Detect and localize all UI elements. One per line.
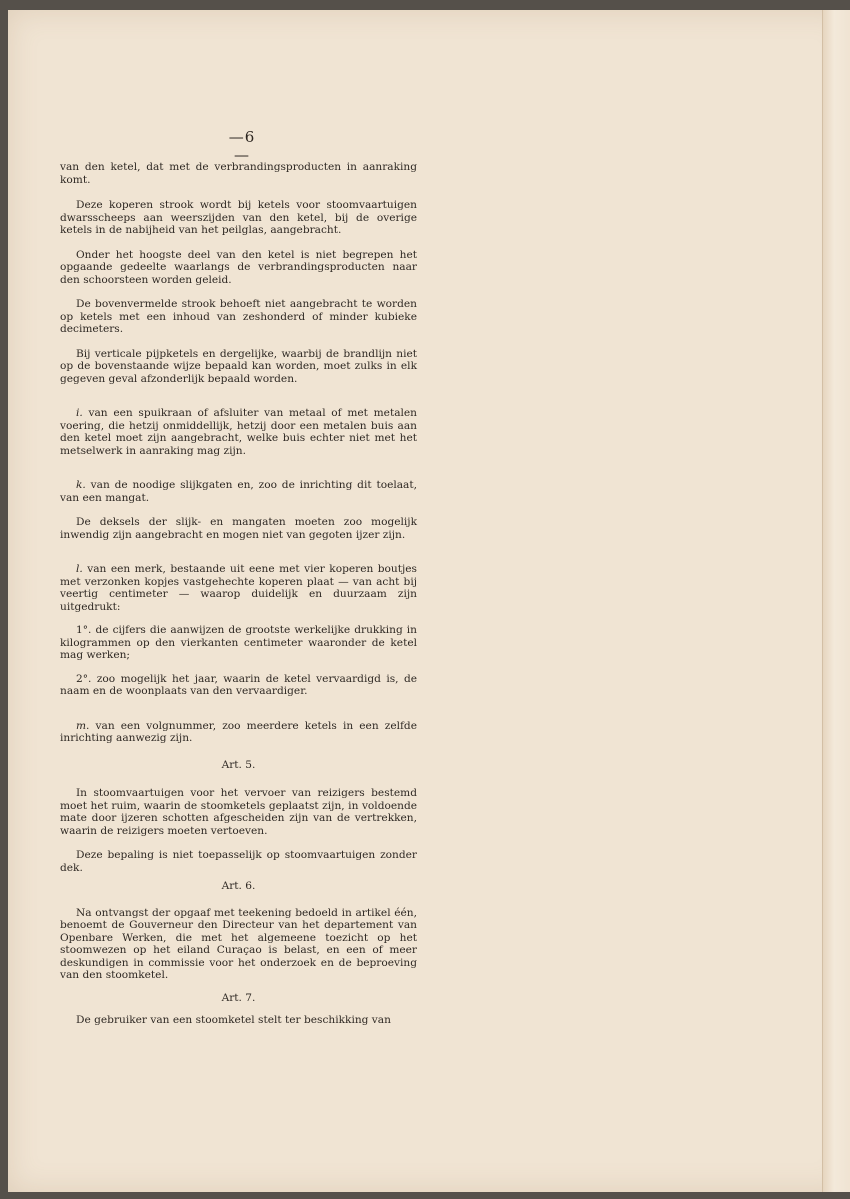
list-item-m [60, 720, 417, 745]
paragraph: Deze koperen strook wordt bij ketels voor stoomvaartuigen dwarsscheeps aan weerszijden van den ketel, bij de overige ketels in de nabijheid van het peilglas, aangebracht. [60, 199, 417, 236]
item-text: van een spuikraan of afsluiter van metaal of met metalen voering, die hetzij onmiddellijk, hetzij door een metalen buis aan den ketel moet zijn aangebracht, welke buis echter niet met het metselwerk in aanraking mag zijn. [60, 407, 417, 457]
item-text: van een merk, bestaande uit eene met vier koperen boutjes met verzonken kopjes vastgehechte koperen plaat — van acht bij veertig centimeter — waarop duidelijk en duurzaam zijn uitgedrukt: [60, 563, 417, 613]
page-fold [822, 10, 850, 1192]
list-item-k [60, 479, 417, 504]
paragraph: Bij verticale pijpketels en dergelijke, waarbij de brandlijn niet op de bovenstaande wijze bepaald kan worden, moet zulks in elk gegeven geval afzonderlijk bepaald worden. [60, 347, 417, 385]
sub-item: 1°. de cijfers die aanwijzen de grootste werkelijke drukking in kilogrammen op den vierkanten centimeter waaronder de ketel mag werken; [60, 624, 417, 661]
article-heading: Art. 6. [221, 880, 256, 892]
paragraph: In stoomvaartuigen voor het vervoer van reizigers bestemd moet het ruim, waarin de stoomketels geplaatst zijn, in voldoende mate door ijzeren schotten afgescheiden zijn van de vertrekken, waarin de reizigers moeten vertoeven. [60, 787, 417, 837]
sub-item: 2°. zoo mogelijk het jaar, waarin de ketel vervaardigd is, de naam en de woonplaats van den vervaardiger. [60, 672, 417, 697]
item-letter: m. [76, 719, 90, 732]
paragraph: De bovenvermelde strook behoeft niet aangebracht te worden op ketels met een inhoud van zeshonderd of minder kubieke decimeters. [60, 298, 417, 335]
item-letter: l. [76, 563, 83, 575]
article-heading: Art. 7. [221, 991, 256, 1004]
item-letter: k. [76, 479, 86, 491]
list-item-i [60, 407, 417, 457]
list-item-l [60, 563, 417, 613]
item-text: van de noodige slijkgaten en, zoo de inrichting dit toelaat, van een mangat. [60, 479, 417, 504]
paragraph: Onder het hoogste deel van den ketel is niet begrepen het opgaande gedeelte waarlangs de verbrandingsproducten naar den schoorsteen worden geleid. [60, 248, 417, 286]
article-heading: Art. 5. [221, 758, 256, 771]
body-text [60, 161, 417, 1027]
page-number: —6— [228, 128, 256, 164]
item-letter: i. [76, 407, 83, 419]
paragraph: Deze bepaling is niet toepasselijk op stoomvaartuigen zonder dek. [60, 849, 417, 874]
paragraph: van den ketel, dat met de verbrandingsproducten in aanraking komt. [60, 161, 417, 186]
paragraph: Na ontvangst der opgaaf met teekening bedoeld in artikel één, benoemt de Gouverneur den Directeur van het departement van Openbare Werken, die met het algemeene toezicht op het stoomwezen op het eiland Curaçao is belast, en een of meer deskundigen in commissie voor het onderzoek en de beproeving van den stoomketel. [60, 906, 417, 981]
paragraph: De gebruiker van een stoomketel stelt ter beschikking van [76, 1014, 391, 1026]
item-text: van een volgnummer, zoo meerdere ketels in een zelfde inrichting aanwezig zijn. [60, 719, 417, 744]
paragraph: De deksels der slijk- en mangaten moeten zoo mogelijk inwendig zijn aangebracht en mogen niet van gegoten ijzer zijn. [60, 516, 417, 541]
